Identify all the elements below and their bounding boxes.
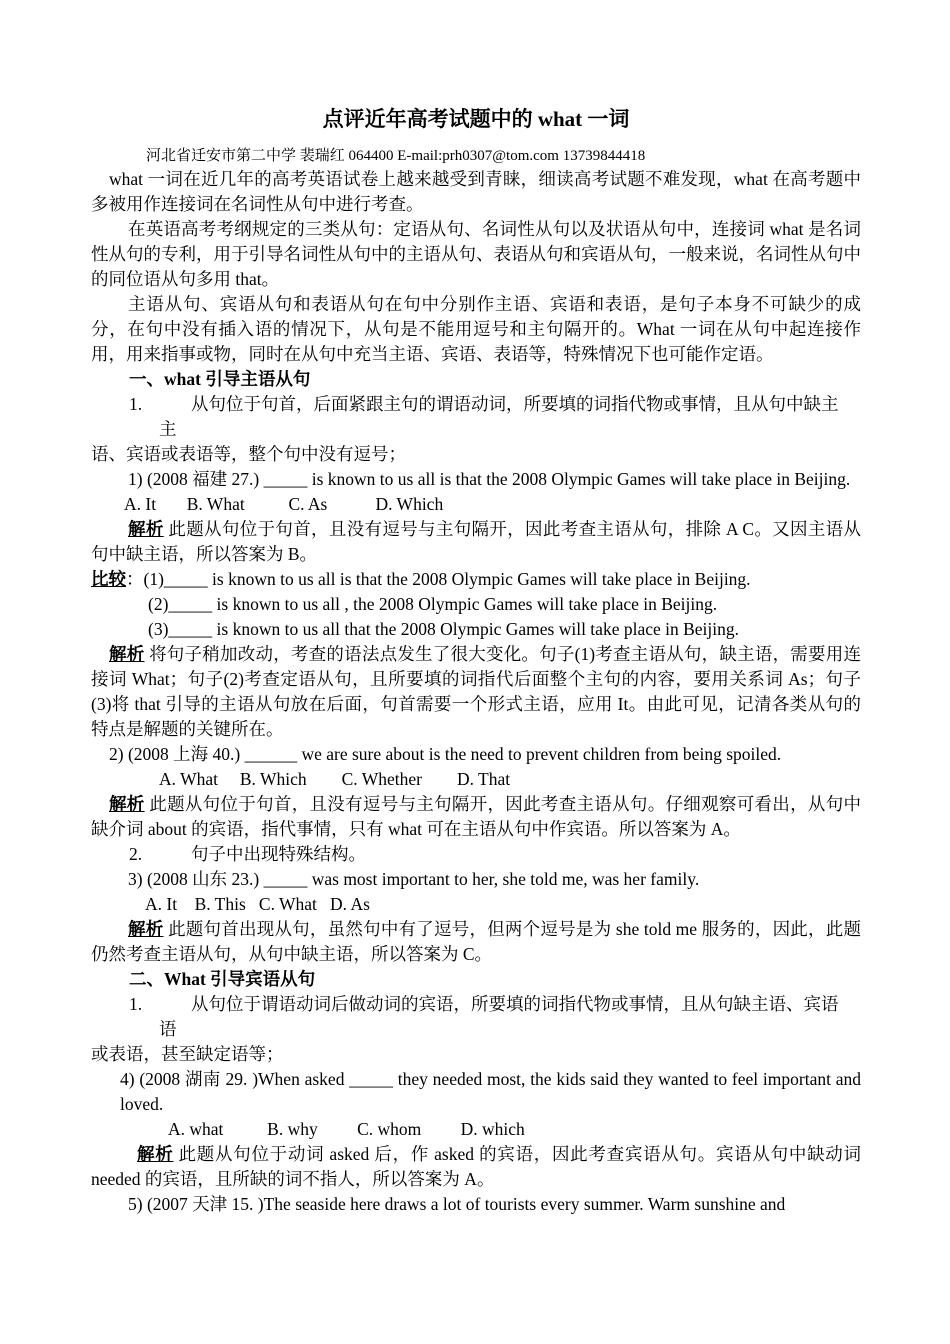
analysis-text: 此题从句位于句首，且没有逗号与主句隔开，因此考查主语从句。仔细观察可看出，从句中缺介词 about 的宾语，指代事情，只有 what 可在主语从句中作宾语。所以答案为 A。 <box>91 794 862 839</box>
section-2-point-1-continued: 或表语，甚至缺定语等； <box>91 1044 284 1064</box>
point-number: 1. <box>129 394 143 414</box>
section-1-point-2 <box>91 842 861 867</box>
question-3-options: A. It B. This C. What D. As <box>145 894 370 914</box>
question-2-analysis <box>91 792 861 842</box>
section-1-point-1 <box>91 392 861 417</box>
point-1-wrap-char: 主 <box>159 419 177 439</box>
analysis-label: 解析 <box>109 794 145 814</box>
analysis-label: 解析 <box>109 644 145 664</box>
question-3-analysis <box>91 917 861 967</box>
point-text: 从句位于句首，后面紧跟主句的谓语动词，所要填的词指代物或事情，且从句中缺主 <box>191 394 839 414</box>
document-page <box>91 104 861 1217</box>
compare-sentence-1: ：(1)_____ is known to us all is that the 2008 Olympic Games will take place in Beijing. <box>126 569 751 589</box>
question-4-analysis <box>91 1142 861 1192</box>
question-4-options: A. what B. why C. whom D. which <box>168 1119 525 1139</box>
compare-label: 比较 <box>91 569 126 589</box>
question-1-analysis <box>91 517 861 567</box>
question-1-options: A. It B. What C. As D. Which <box>124 494 444 514</box>
author-line: 河北省迁安市第二中学 裴瑞红 064400 E-mail:prh0307@tom.com 13739844418 <box>146 148 646 164</box>
point-number: 2. <box>129 844 143 864</box>
intro-paragraph-2: 在英语高考考纲规定的三类从句：定语从句、名词性从句以及状语从句中，连接词 what 是名词性从句的专利，用于引导名词性从句中的主语从句、表语从句和宾语从句，一般来说，名词性从句中的同位语从句多用 that。 <box>91 219 861 289</box>
page-title: 点评近年高考试题中的 what 一词 <box>322 107 630 131</box>
analysis-text: 此题从句位于动词 asked 后，作 asked 的宾语，因此考查宾语从句。宾语从句中缺动词 needed 的宾语，且所缺的词不指人，所以答案为 A。 <box>91 1144 862 1189</box>
section-1-heading: 一、what 引导主语从句 <box>129 369 311 389</box>
question-2: 2) (2008 上海 40.) ______ we are sure about is the need to prevent children from being spoiled. <box>109 744 782 764</box>
section-1-point-1-continued: 语、宾语或表语等，整个句中没有逗号； <box>91 444 406 464</box>
analysis-text: 此题从句位于句首，且没有逗号与主句隔开，因此考查主语从句，排除 A C。又因主语从句中缺主语，所以答案为 B。 <box>91 519 862 564</box>
compare-row-1 <box>91 567 861 592</box>
intro-paragraph-1: what 一词在近几年的高考英语试卷上越来越受到青睐，细读高考试题不难发现，what 在高考题中多被用作连接词在名词性从句中进行考查。 <box>91 169 861 214</box>
point-text: 从句位于谓语动词后做动词的宾语，所要填的词指代物或事情，且从句缺主语、宾语 <box>191 994 839 1014</box>
section-2-heading: 二、What 引导宾语从句 <box>129 969 316 989</box>
question-4: 4) (2008 湖南 29. )When asked _____ they needed most, the kids said they wanted to feel important and loved. <box>120 1069 861 1114</box>
point-number: 1. <box>129 994 143 1014</box>
analysis-text: 此题句首出现从句，虽然句中有了逗号，但两个逗号是为 she told me 服务的，因此，此题仍然考查主语从句，从句中缺主语，所以答案为 C。 <box>91 919 862 964</box>
analysis-label: 解析 <box>128 519 164 539</box>
compare-sentence-3: (3)_____ is known to us all that the 2008 Olympic Games will take place in Beijing. <box>148 619 740 639</box>
question-5: 5) (2007 天津 15. )The seaside here draws a lot of tourists every summer. Warm sunshine and <box>128 1194 786 1214</box>
intro-paragraph-3: 主语从句、宾语从句和表语从句在句中分别作主语、宾语和表语，是句子本身不可缺少的成分，在句中没有插入语的情况下，从句是不能用逗号和主句隔开的。What 一词在从句中起连接作用，用来指事或物，同时在从句中充当主语、宾语、表语等，特殊情况下也可能作定语。 <box>91 294 861 364</box>
point-1-wrap-char: 语 <box>159 1019 177 1039</box>
compare-analysis <box>91 642 861 742</box>
point-text: 句子中出现特殊结构。 <box>191 844 366 864</box>
analysis-label: 解析 <box>137 1144 174 1164</box>
section-2-point-1 <box>91 992 861 1017</box>
analysis-label: 解析 <box>128 919 164 939</box>
question-3: 3) (2008 山东 23.) _____ was most important to her, she told me, was her family. <box>128 869 700 889</box>
question-1: 1) (2008 福建 27.) _____ is known to us all is that the 2008 Olympic Games will take place in Beijing. <box>128 469 851 489</box>
question-2-options: A. What B. Which C. Whether D. That <box>159 769 511 789</box>
analysis-text: 将句子稍加改动，考查的语法点发生了很大变化。句子(1)考查主语从句，缺主语，需要用连接词 What；句子(2)考查定语从句，且所要填的词指代后面整个主句的内容，要用关系词 As；句子(3)将 that 引导的主语从句放在后面，句首需要一个形式主语，应用 It。由此可见，记清各类从句的特点是解题的关键所在。 <box>91 644 862 739</box>
compare-sentence-2: (2)_____ is known to us all , the 2008 Olympic Games will take place in Beijing. <box>148 594 718 614</box>
